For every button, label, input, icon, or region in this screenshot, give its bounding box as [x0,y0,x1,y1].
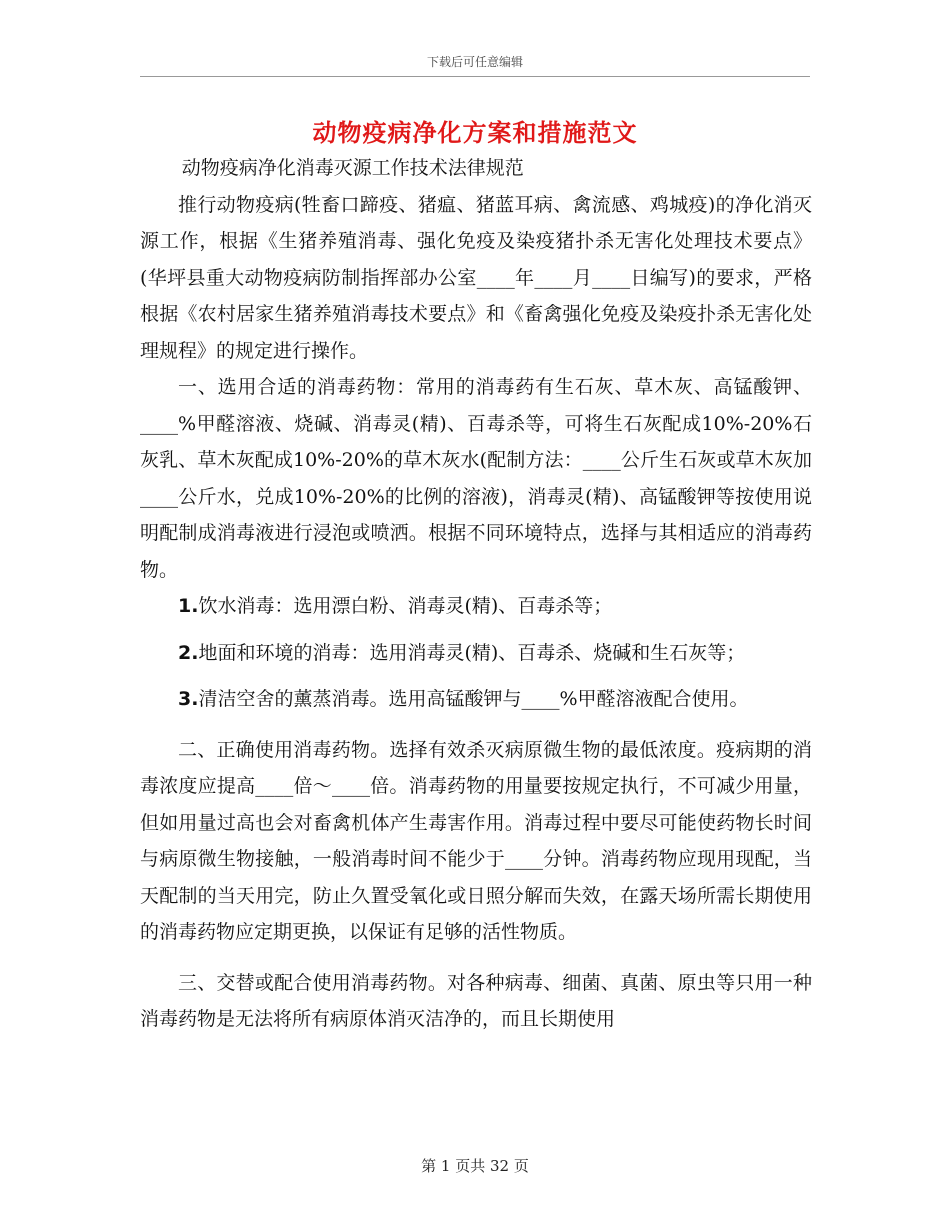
list-item-2-number: 2. [178,641,199,664]
section-3-paragraph: 三、交替或配合使用消毒药物。对各种病毒、细菌、真菌、原虫等只用一种消毒药物是无法将所有病原体消灭洁净的，而且长期使用 [140,971,812,1030]
list-item-2 [140,635,812,672]
section-1-paragraph: 一、选用合适的消毒药物：常用的消毒药有生石灰、草木灰、高锰酸钾、____%甲醛溶液、烧碱、消毒灵(精)、百毒杀等，可将生石灰配成10%-20%石灰乳、草木灰配成10%-20%的草木灰水(配制方法：____公斤生石灰或草木灰加____公斤水，兑成10%-20%的比例的溶液)，消毒灵(精)、高锰酸钾等按使用说明配制成消毒液进行浸泡或喷洒。根据不同环境特点，选择与其相适应的消毒药物。 [140,376,812,581]
page-header: 下载后可任意编辑 [426,55,523,69]
section-2-paragraph: 二、正确使用消毒药物。选择有效杀灭病原微生物的最低浓度。疫病期的消毒浓度应提高____倍～____倍。消毒药物的用量要按规定执行，不可减少用量，但如用量过高也会对畜禽机体产生毒害作用。消毒过程中要尽可能使药物长时间与病原微生物接触，一般消毒时间不能少于____分钟。消毒药物应现用现配，当天配制的当天用完，防止久置受氧化或日照分解而失效，在露天场所需长期使用的消毒药物应定期更换，以保证有足够的活性物质。 [140,738,812,943]
document-subtitle: 动物疫病净化消毒灭源工作技术法律规范 [181,157,524,179]
list-item-2-text: 地面和环境的消毒：选用消毒灵(精)、百毒杀、烧碱和生石灰等； [198,641,746,664]
list-item-1-text: 饮水消毒：选用漂白粉、消毒灵(精)、百毒杀等； [198,595,613,617]
list-item-1 [140,588,812,625]
list-item-3 [140,681,812,718]
header-divider [140,76,810,77]
list-item-3-number: 3. [178,688,199,710]
document-title: 动物疫病净化方案和措施范文 [312,118,638,147]
intro-paragraph: 推行动物疫病(牲畜口蹄疫、猪瘟、猪蓝耳病、禽流感、鸡城疫)的净化消灭源工作，根据《生猪养殖消毒、强化免疫及染疫猪扑杀无害化处理技术要点》(华坪县重大动物疫病防制指挥部办公室____年____月____日编写)的要求，严格根据《农村居家生猪养殖消毒技术要点》和《畜禽强化免疫及染疫扑杀无害化处理规程》的规定进行操作。 [140,193,812,362]
list-item-1-number: 1. [178,595,199,617]
list-item-3-text: 清洁空舍的薰蒸消毒。选用高锰酸钾与____%甲醛溶液配合使用。 [198,688,749,710]
document-body [140,150,812,1038]
page-footer: 第 1 页共 32 页 [421,1157,529,1175]
